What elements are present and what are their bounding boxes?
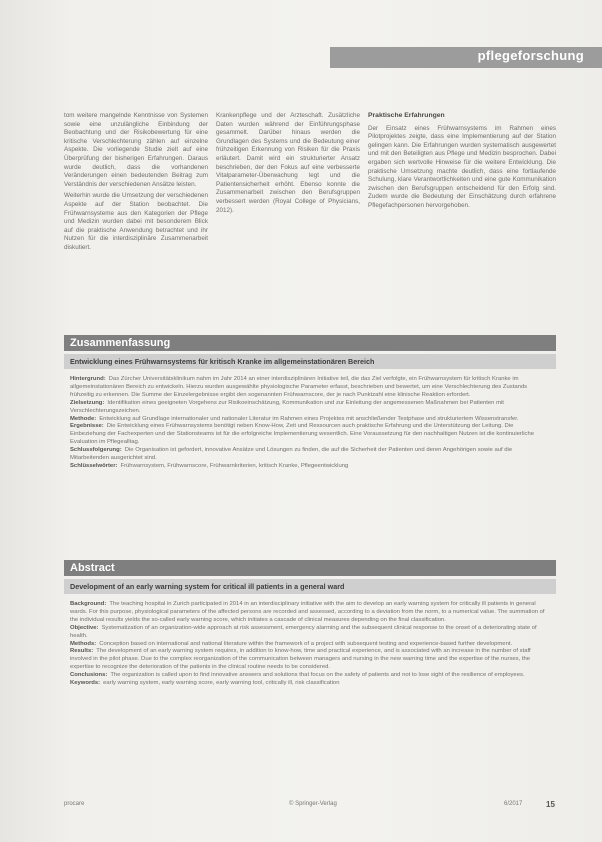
column-paragraph: Weiterhin wurde die Umsetzung der verschiedenen Aspekte auf der Station beobachtet. Die Frühwarnsysteme aus den Kategorien der Pflege und Medizin wurden dabei mit besonderem Blick auf die praktische Anwendung betrachtet und ihr Nutzen für die interdisziplinäre Zusammenarbeit diskutiert. <box>64 192 208 251</box>
header-band <box>330 47 602 68</box>
paragraph-label: Schlussfolgerung: <box>70 447 122 454</box>
column-heading: Praktische Erfahrungen <box>368 112 445 119</box>
paragraph-text: early warning system, early warning score, early warning tool, critically ill, risk classification <box>103 680 340 687</box>
paragraph-text: The teaching hospital in Zurich participated in 2014 in an interdisciplinary initiative with the aim to develop an early warning system for critically ill patients in general wards. For this purpose, physiological parameters of the affected persons are recorded and assessed, according to a deviation from the norm, to a numerical value. The summation of the individual results yields the so-called early warning score, which initiates a cascade of clinical measures depending on the final classification. <box>70 601 545 623</box>
paragraph-label: Methode: <box>70 415 97 422</box>
paragraph-label: Background: <box>70 601 107 607</box>
publisher: © Springer-Verlag <box>289 801 337 807</box>
column-paragraph: Krankenpflege und der Ärzteschaft. Zusätzliche Daten wurden während der Einführungsphase gesammelt. Darüber hinaus werden die Grundlagen des Systems und die Bedeutung einer frühzeitigen Erkennung von Risiken für die Praxis erläutert. Damit wird ein strukturierter Ansatz beschrieben, der den Fokus auf eine verbesserte Vitalparameter-Überwachung legt und die Patientensicherheit erhöht. Ebenso konnte die Zusammenarbeit zwischen den Berufsgruppen verbessert werden (Royal College of Physicians, 2012). <box>216 112 360 214</box>
abstract-body <box>64 601 556 688</box>
summary-paragraph <box>70 423 550 447</box>
text-column-2 <box>216 112 360 320</box>
page-number: 15 <box>546 800 555 809</box>
abstract-subtitle: Development of an early warning system for critical ill patients in a general ward <box>64 579 556 594</box>
paragraph-text: Entwicklung auf Grundlage internationaler und nationaler Literatur im Rahmen eines Projektes mit anschließender Testphase und strukturiertem Wissenstransfer. <box>99 415 519 422</box>
paragraph-text: Conception based on international and national literature within the framework of a project with subsequent testing and experience-based further development. <box>99 640 513 647</box>
summary-paragraph <box>70 400 550 416</box>
zusammenfassung-heading: Zusammenfassung <box>64 335 556 351</box>
paragraph-text: Die Entwicklung eines Frühwarnsystems benötigt neben Know-How, Zeit und Ressourcen auch praktische Erfahrung und die Unterstützung der Leitung. Die Einbeziehung der Fachexperten und der Stationsteams ist für die erfolgreiche Implementierung wesentlich. Eine Voraussetzung für den nachhaltigen Nutzen ist die kontinuierliche Evaluation im Pflegealltag. <box>70 423 534 446</box>
summary-paragraph <box>70 447 550 463</box>
section-title: pflegeforschung <box>477 48 584 63</box>
paragraph-label: Hintergrund: <box>70 376 106 382</box>
paragraph-label: Objective: <box>70 624 99 631</box>
abstract-paragraph <box>70 641 550 649</box>
summary-paragraph <box>70 416 550 424</box>
journal-name: procare <box>64 801 85 807</box>
summary-paragraph <box>70 463 550 471</box>
paragraph-text: Systematization of an organization-wide approach at risk assessment, emergency alarming and the subsequent clinical response to the onset of a deteriorating state of health. <box>70 624 537 639</box>
column-paragraph: tom weitere mangelnde Kenntnisse von Systemen sowie eine unzulängliche Einbindung der Beobachtung und der Risikobewertung für eine kritische Verschlechterung zählen auf einzelne Aspekte. Die vorliegende Studie zielt auf eine Überprüfung der bisherigen Erfahrungen. Daraus wurde deutlich, dass die vorhandenen Veränderungen einen bedeutenden Beitrag zum Verständnis der verschiedenen Ansätze leisten. <box>64 112 208 188</box>
paragraph-text: Das Zürcher Universitätsklinikum nahm im Jahr 2014 an einer interdisziplinären Initiative teil, die das Ziel verfolgte, ein Frühwarnsystem für kritisch Kranke im allgemeinstationären Bereich zu entwickeln. Hierzu wurden ausgewählte physiologische Parameter erfasst, beschrieben und bewertet, um eine Verschlechterung des Zustands frühzeitig zu erkennen. Die Summe der Einzelergebnisse ergibt den sogenannten Frühwarnscore, der je nach Punktzahl eine klinische Reaktion erfordert. <box>70 376 528 398</box>
zusammenfassung-subtitle: Entwicklung eines Frühwarnsystems für kritisch Kranke im allgemeinstationären Bereich <box>64 354 556 369</box>
summary-paragraph <box>70 376 550 400</box>
column-paragraph: Der Einsatz eines Frühwarnsystems im Rahmen eines Pilotprojektes zeigte, dass eine Implementierung auf der Station gelingen kann. Die Erfahrungen wurden systematisch ausgewertet und mit den Beteiligten aus Pflege und Medizin besprochen. Dabei ergaben sich wertvolle Hinweise für die weitere Entwicklung. Die praktische Umsetzung machte deutlich, dass eine fortlaufende Schulung, klare Verantwortlichkeiten und eine gute Kommunikation zwischen den Berufsgruppen entscheidend für den Erfolg sind. Zudem wurde die Bedeutung der Einschätzung durch erfahrene Pflegefachpersonen hervorgehoben. <box>368 124 556 209</box>
paragraph-text: The organization is called upon to find innovative answers and solutions that focus on the safety of patients and not to lose sight of the resilience of employees. <box>110 672 525 679</box>
paragraph-text: Identifikation eines geeigneten Vorgehens zur Risikoeinschätzung, Kommunikation und zur Einleitung der angemessenen Maßnahmen bei Patienten mit Verschlechterungszeichen. <box>70 399 504 414</box>
text-column-3 <box>368 112 556 320</box>
issue-number: 6/2017 <box>504 801 523 807</box>
abstract-paragraph <box>70 680 550 688</box>
abstract-paragraph <box>70 625 550 641</box>
paragraph-label: Ergebnisse: <box>70 423 104 430</box>
paragraph-label: Methods: <box>70 640 97 647</box>
text-column-1 <box>64 112 208 320</box>
paragraph-text: Die Organisation ist gefordert, innovative Ansätze und Lösungen zu finden, die auf die Sicherheit der Patienten und deren Angehörigen sowie auf die Mitarbeitenden ausgerichtet sind. <box>70 447 513 462</box>
zusammenfassung-body <box>64 376 556 471</box>
abstract-paragraph <box>70 601 550 625</box>
paragraph-label: Keywords: <box>70 680 101 687</box>
paragraph-text: Frühwarnsystem, Frühwarnscore, Frühwarnkriterien, kritisch Kranke, Pflegeentwicklung <box>120 462 349 469</box>
paragraph-label: Schlüsselwörter: <box>70 462 118 469</box>
abstract-paragraph <box>70 672 550 680</box>
abstract-heading: Abstract <box>64 560 556 576</box>
paragraph-label: Results: <box>70 648 94 655</box>
paragraph-text: The development of an early warning system requires, in addition to know-how, time and practical experience, and is associated with an increase in the number of staff involved in the pilot phase. Due to the complex reorganization of the communication between managers and nursing in the new warning time and the expertise of the nurses, the expertise to recognize the deterioration of the patients in the clinical routine needs to be considered. <box>70 648 531 671</box>
paragraph-label: Conclusions: <box>70 672 108 679</box>
abstract-paragraph <box>70 648 550 672</box>
paragraph-label: Zielsetzung: <box>70 399 105 406</box>
